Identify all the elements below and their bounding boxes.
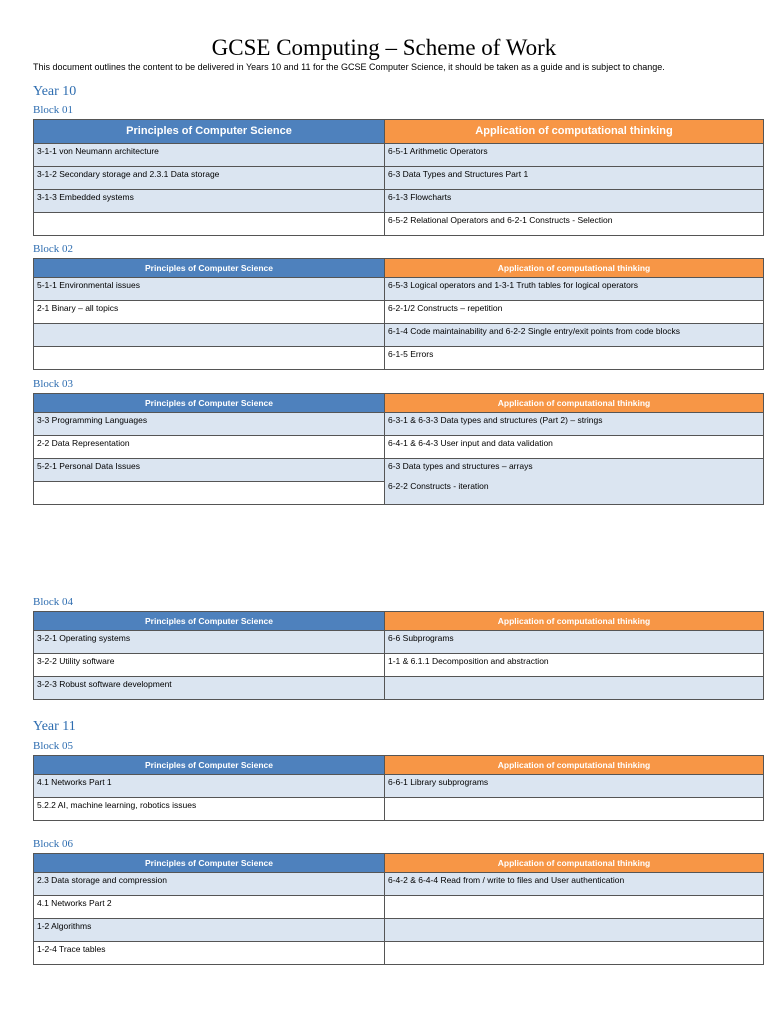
application-cell: 6-6 Subprograms (385, 631, 764, 654)
application-cell: 6-4-1 & 6-4-3 User input and data validation (385, 436, 764, 459)
table-row (34, 459, 764, 482)
block-04-heading: Block 04 (33, 596, 74, 608)
block-05-table (33, 755, 764, 821)
principles-cell: 1-2-4 Trace tables (34, 942, 385, 965)
block-02-table (33, 258, 764, 370)
application-header: Application of computational thinking (385, 612, 764, 631)
table-row (34, 301, 764, 324)
table-row (34, 324, 764, 347)
principles-cell: 2.3 Data storage and compression (34, 873, 385, 896)
table-row (34, 278, 764, 301)
application-cell: 6-6-1 Library subprograms (385, 775, 764, 798)
table-row (34, 677, 764, 700)
year-11-heading: Year 11 (33, 719, 76, 734)
principles-cell: 2-2 Data Representation (34, 436, 385, 459)
principles-cell (34, 213, 385, 236)
table-row (34, 436, 764, 459)
table-row (34, 919, 764, 942)
principles-cell: 5.2.2 AI, machine learning, robotics issues (34, 798, 385, 821)
table-row (34, 631, 764, 654)
application-cell (385, 942, 764, 965)
application-header: Application of computational thinking (385, 120, 764, 144)
principles-header: Principles of Computer Science (34, 259, 385, 278)
table-header-row (34, 854, 764, 873)
application-cell: 6-3 Data types and structures – arrays (388, 461, 533, 471)
table-row (34, 873, 764, 896)
principles-cell (34, 482, 385, 505)
application-cell: 6-1-5 Errors (385, 347, 764, 370)
principles-header: Principles of Computer Science (34, 756, 385, 775)
principles-cell: 5-1-1 Environmental issues (34, 278, 385, 301)
application-header: Application of computational thinking (385, 854, 764, 873)
application-cell (385, 919, 764, 942)
principles-cell: 3-1-3 Embedded systems (34, 190, 385, 213)
application-cell-split (385, 459, 764, 505)
application-cell: 6-2-1/2 Constructs – repetition (385, 301, 764, 324)
principles-header: Principles of Computer Science (34, 612, 385, 631)
application-header: Application of computational thinking (385, 259, 764, 278)
principles-cell: 1-2 Algorithms (34, 919, 385, 942)
application-cell: 1-1 & 6.1.1 Decomposition and abstraction (385, 654, 764, 677)
block-03-table (33, 393, 764, 505)
table-header-row (34, 612, 764, 631)
block-01-table (33, 119, 764, 236)
application-cell: 6-5-1 Arithmetic Operators (385, 144, 764, 167)
application-cell: 6-2-2 Constructs - iteration (388, 481, 489, 491)
principles-cell: 4.1 Networks Part 1 (34, 775, 385, 798)
principles-cell (34, 347, 385, 370)
application-cell: 6-1-3 Flowcharts (385, 190, 764, 213)
application-cell (385, 798, 764, 821)
table-row (34, 413, 764, 436)
application-cell: 6-3-1 & 6-3-3 Data types and structures (Part 2) – strings (385, 413, 764, 436)
table-row (34, 190, 764, 213)
table-header-row (34, 259, 764, 278)
block-06-table (33, 853, 764, 965)
year-10-heading: Year 10 (33, 84, 77, 99)
principles-cell: 3-2-3 Robust software development (34, 677, 385, 700)
application-cell: 6-1-4 Code maintainability and 6-2-2 Single entry/exit points from code blocks (385, 324, 764, 347)
table-header-row (34, 756, 764, 775)
table-row (34, 775, 764, 798)
application-header: Application of computational thinking (385, 756, 764, 775)
principles-header: Principles of Computer Science (34, 854, 385, 873)
principles-header: Principles of Computer Science (34, 394, 385, 413)
application-cell (385, 896, 764, 919)
application-cell: 6-3 Data Types and Structures Part 1 (385, 167, 764, 190)
principles-cell (34, 324, 385, 347)
application-cell (385, 677, 764, 700)
table-header-row (34, 120, 764, 144)
table-row (34, 942, 764, 965)
principles-cell: 3-1-2 Secondary storage and 2.3.1 Data storage (34, 167, 385, 190)
intro-text: This document outlines the content to be delivered in Years 10 and 11 for the GCSE Computer Science, it should be taken as a guide and is subject to change. (33, 62, 665, 72)
table-row (34, 654, 764, 677)
table-row (34, 347, 764, 370)
block-01-heading: Block 01 (33, 104, 74, 116)
table-row (34, 144, 764, 167)
principles-cell: 3-3 Programming Languages (34, 413, 385, 436)
document-title: GCSE Computing – Scheme of Work (211, 35, 557, 60)
table-row (34, 896, 764, 919)
block-04-table (33, 611, 764, 700)
principles-cell: 3-1-1 von Neumann architecture (34, 144, 385, 167)
principles-header: Principles of Computer Science (34, 120, 385, 144)
principles-cell: 4.1 Networks Part 2 (34, 896, 385, 919)
application-cell: 6-4-2 & 6-4-4 Read from / write to files and User authentication (385, 873, 764, 896)
application-cell: 6-5-3 Logical operators and 1-3-1 Truth tables for logical operators (385, 278, 764, 301)
block-03-heading: Block 03 (33, 378, 74, 390)
table-row (34, 798, 764, 821)
block-06-heading: Block 06 (33, 838, 74, 850)
application-header: Application of computational thinking (385, 394, 764, 413)
application-cell: 6-5-2 Relational Operators and 6-2-1 Constructs - Selection (385, 213, 764, 236)
principles-cell: 2-1 Binary – all topics (34, 301, 385, 324)
principles-cell: 5-2-1 Personal Data Issues (34, 459, 385, 482)
principles-cell: 3-2-1 Operating systems (34, 631, 385, 654)
principles-cell: 3-2-2 Utility software (34, 654, 385, 677)
table-row (34, 213, 764, 236)
block-02-heading: Block 02 (33, 243, 74, 255)
block-05-heading: Block 05 (33, 740, 74, 752)
table-row (34, 167, 764, 190)
table-header-row (34, 394, 764, 413)
